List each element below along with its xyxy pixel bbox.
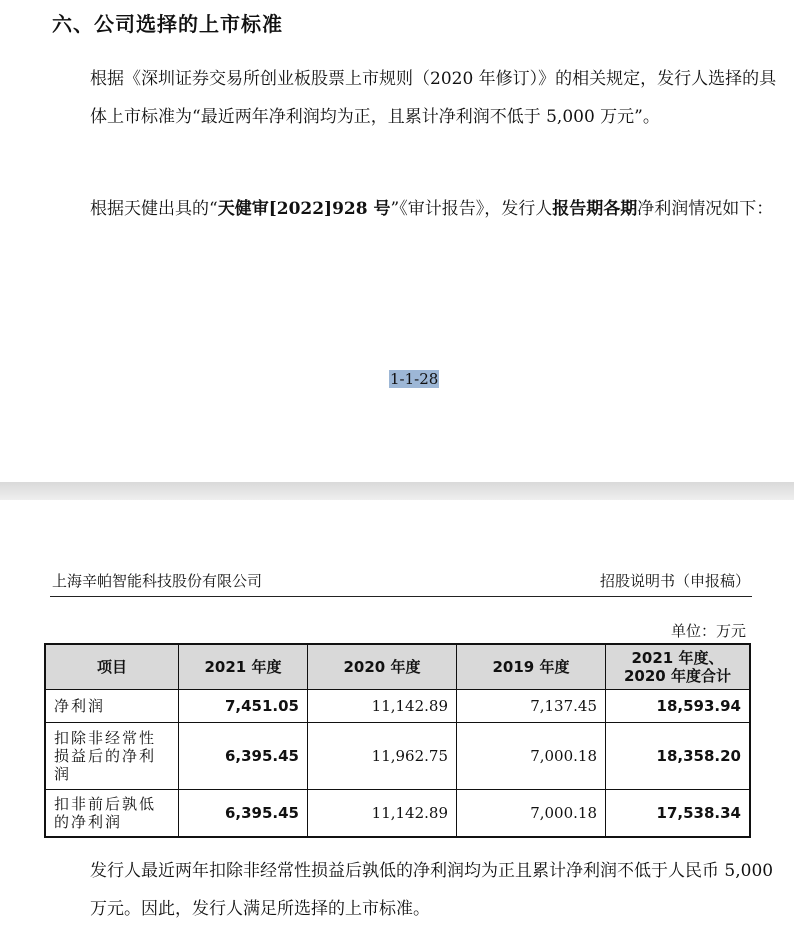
cell-2019: 7,000.18 xyxy=(457,723,606,790)
cell-2020: 11,962.75 xyxy=(308,723,457,790)
para2-text-3: 净利润情况如下： xyxy=(637,199,774,219)
paragraph-conclusion: 发行人最近两年扣除非经常性损益后孰低的净利润均为正且累计净利润不低于人民币 5,000 万元。因此，发行人满足所选择的上市标准。 xyxy=(90,861,774,919)
table-row xyxy=(45,723,750,790)
section-heading: 六、公司选择的上市标准 xyxy=(52,12,283,36)
row-label: 扣非前后孰低的净利润 xyxy=(45,790,179,838)
para2-text-2: ”《审计报告》，发行人 xyxy=(390,199,553,219)
paragraph-audit-report xyxy=(52,190,790,228)
paragraph-listing-rule: 根据《深圳证券交易所创业板股票上市规则（2020 年修订）》的相关规定，发行人选择的具体上市标准为“最近两年净利润均为正，且累计净利润不低于 5,000 万元”。 xyxy=(90,69,777,127)
cell-total: 17,538.34 xyxy=(606,790,751,838)
cell-2020: 11,142.89 xyxy=(308,690,457,723)
cell-2021: 6,395.45 xyxy=(179,723,308,790)
col-header-item: 项目 xyxy=(45,644,179,690)
audit-report-number: 天健审[2022]928 号 xyxy=(217,199,391,219)
para2-text-1: 根据天健出具的“ xyxy=(90,199,218,219)
table-row xyxy=(45,790,750,838)
page-bottom xyxy=(0,500,794,930)
net-profit-table xyxy=(44,643,751,838)
header-divider xyxy=(50,596,752,597)
page-gap xyxy=(0,482,794,500)
cell-2019: 7,137.45 xyxy=(457,690,606,723)
table-header-row xyxy=(45,644,750,690)
cell-2021: 6,395.45 xyxy=(179,790,308,838)
header-doc-type: 招股说明书（申报稿） xyxy=(599,572,750,590)
row-label: 扣除非经常性损益后的净利润 xyxy=(45,723,179,790)
unit-label: 单位：万元 xyxy=(670,622,746,640)
row-label: 净利润 xyxy=(45,690,179,723)
cell-total: 18,358.20 xyxy=(606,723,751,790)
report-period-emphasis: 报告期各期 xyxy=(552,199,638,219)
col-header-2019: 2019 年度 xyxy=(457,644,606,690)
table-row xyxy=(45,690,750,723)
col-header-2021: 2021 年度 xyxy=(179,644,308,690)
page-number[interactable]: 1-1-28 xyxy=(390,370,439,388)
col-header-total: 2021 年度、2020 年度合计 xyxy=(606,644,751,690)
cell-2020: 11,142.89 xyxy=(308,790,457,838)
cell-2021: 7,451.05 xyxy=(179,690,308,723)
cell-2019: 7,000.18 xyxy=(457,790,606,838)
col-header-2020: 2020 年度 xyxy=(308,644,457,690)
header-company: 上海辛帕智能科技股份有限公司 xyxy=(52,572,263,590)
cell-total: 18,593.94 xyxy=(606,690,751,723)
